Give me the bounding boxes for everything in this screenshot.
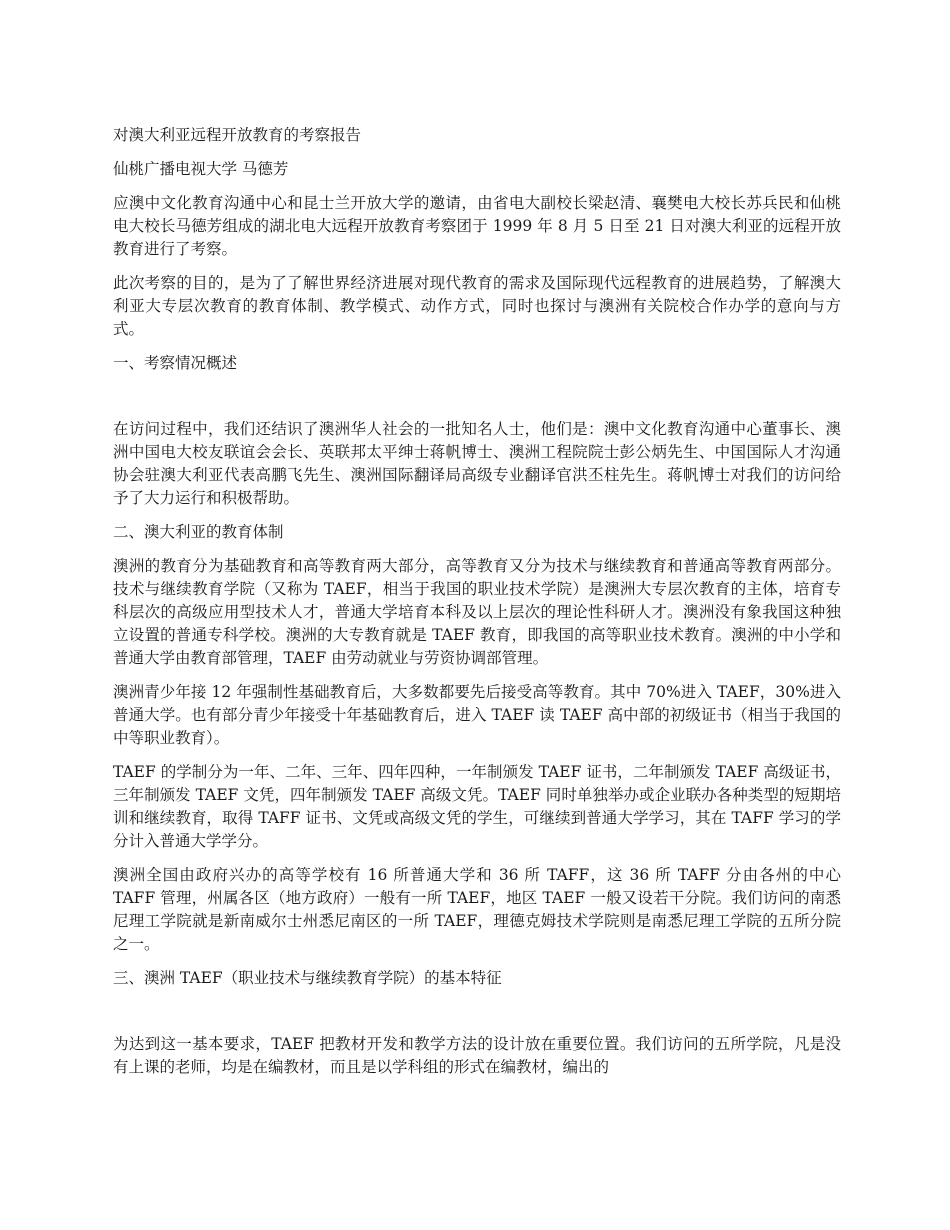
section-heading: 一、考察情况概述 <box>113 354 238 372</box>
paragraph: 为达到这一基本要求，TAEF 把教材开发和教学方法的设计放在重要位置。我们访问的五所学院，凡是没有上课的老师，均是在编教材，而且是以学科组的形式在编教材，编出的 <box>113 1035 841 1076</box>
document-blocks <box>113 192 841 1079</box>
paragraph: 此次考察的目的，是为了了解世界经济进展对现代教育的需求及国际现代远程教育的进展趋势，了解澳大利亚大专层次教育的教育体制、教学模式、动作方式，同时也探讨与澳洲有关院校合作办学的意向与方式。 <box>113 274 841 338</box>
paragraph: 澳洲的教育分为基础教育和高等教育两大部分，高等教育又分为技术与继续教育和普通高等教育两部分。技术与继续教育学院（又称为 TAEF，相当于我国的职业技术学院）是澳洲大专层次教育的主体，培育专科层次的高级应用型技术人才，普通大学培育本科及以上层次的理论性科研人才。澳洲没有象我国这种独立设置的普通专科学校。澳洲的大专教育就是 TAEF 教育，即我国的高等职业技术教育。澳洲的中小学和普通大学由教育部管理，TAEF 由劳动就业与劳资协调部管理。 <box>113 557 841 667</box>
paragraph: 澳洲青少年接 12 年强制性基础教育后，大多数都要先后接受高等教育。其中 70%进入 TAEF，30%进入普通大学。也有部分青少年接受十年基础教育后，进入 TAEF 读 TAEF 高中部的初级证书（相当于我国的中等职业教育）。 <box>113 683 841 747</box>
document-title: 对澳大利亚远程开放教育的考察报告 <box>113 126 362 144</box>
section-heading: 二、澳大利亚的教育体制 <box>113 523 284 541</box>
blank-space <box>113 386 841 418</box>
section-heading: 三、澳洲 TAEF（职业技术与继续教育学院）的基本特征 <box>113 969 502 987</box>
paragraph: TAEF 的学制分为一年、二年、三年、四年四种，一年制颁发 TAEF 证书，二年制颁发 TAEF 高级证书，三年制颁发 TAEF 文凭，四年制颁发 TAEF 高级文凭。TAEF 同时单独举办或企业联办各种类型的短期培训和继续教育，取得 TAFF 证书、文凭或高级文凭的学生，可继续到普通大学学习，其在 TAFF 学习的学分计入普通大学学分。 <box>113 763 841 850</box>
document-body <box>113 124 841 1090</box>
document-author: 仙桃广播电视大学 马德芳 <box>113 160 289 178</box>
paragraph: 应澳中文化教育沟通中心和昆士兰开放大学的邀请，由省电大副校长梁赵清、襄樊电大校长苏兵民和仙桃电大校长马德芳组成的湖北电大远程开放教育考察团于 1999 年 8 月 5 日至 21 日对澳大利亚的远程开放教育进行了考察。 <box>113 194 841 258</box>
paragraph: 澳洲全国由政府兴办的高等学校有 16 所普通大学和 36 所 TAFF，这 36 所 TAFF 分由各州的中心 TAFF 管理，州属各区（地方政府）一般有一所 TAEF，地区 TAEF 一般又设若干分院。我们访问的南悉尼理工学院就是新南威尔士州悉尼南区的一所 TAEF，理德克姆技术学院则是南悉尼理工学院的五所分院之一。 <box>113 866 841 953</box>
blank-space <box>113 1001 841 1033</box>
paragraph: 在访问过程中，我们还结识了澳洲华人社会的一批知名人士，他们是：澳中文化教育沟通中心董事长、澳洲中国电大校友联谊会会长、英联邦太平绅士蒋帆博士、澳洲工程院院士彭公炳先生、中国国际人才沟通协会驻澳大利亚代表高鹏飞先生、澳洲国际翻译局高级专业翻译官洪丕柱先生。蒋帆博士对我们的访问给予了大力运行和积极帮助。 <box>113 420 841 507</box>
